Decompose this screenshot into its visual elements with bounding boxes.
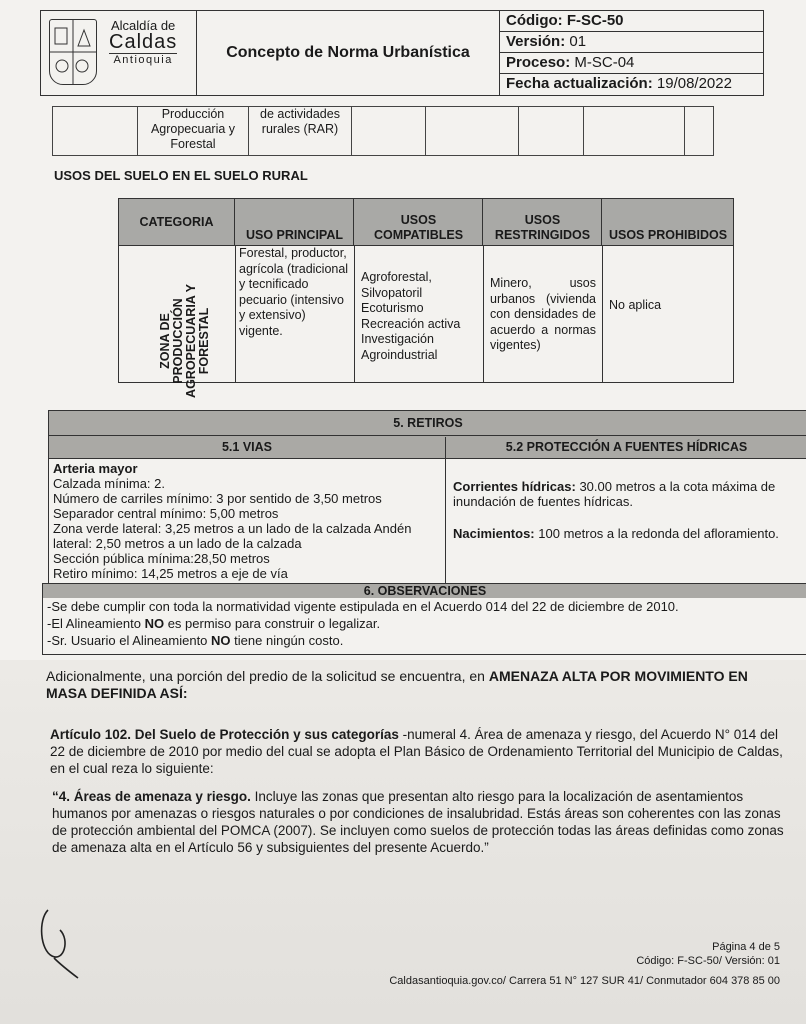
- principal-cell: Forestal, productor, agrícola (tradicional y tecnificado pecuario (intensivo y extensivo) vigente.: [236, 246, 355, 382]
- signature-icon: [30, 900, 90, 980]
- vias-line: Separador central mínimo: 5,00 metros: [53, 506, 279, 521]
- proceso-value: M-SC-04: [574, 54, 635, 71]
- org-line1: Alcaldía de: [110, 18, 176, 33]
- nacimientos-text: Nacimientos: 100 metros a la redonda del afloramiento.: [453, 526, 779, 541]
- vias-title: 5.1 VIAS: [221, 440, 273, 454]
- document-title: Concepto de Norma Urbanística: [197, 11, 500, 95]
- proceso-row: Proceso: M-SC-04: [500, 53, 763, 74]
- prohibidos-cell: No aplica: [609, 298, 662, 312]
- vias-line: Número de carriles mínimo: 3 por sentido de 3,50 metros: [53, 491, 382, 506]
- fecha-value: 19/08/2022: [656, 75, 732, 92]
- footer: [360, 940, 780, 988]
- retiros-table: [48, 410, 806, 584]
- vias-line: Sección pública mínima:28,50 metros: [53, 551, 270, 566]
- rural-uses-table: [118, 198, 734, 398]
- column-divider: [445, 437, 446, 583]
- vias-line: Calzada mínima: 2.: [53, 476, 165, 491]
- table-header-row: [119, 199, 733, 246]
- document-header: [40, 10, 764, 96]
- header-categoria: CATEGORIA: [119, 199, 235, 245]
- page-number: Página 4 de 5: [712, 941, 780, 953]
- header-restringidos: USOS RESTRINGIDOS: [484, 199, 602, 245]
- rural-section-title: USOS DEL SUELO EN EL SUELO RURAL: [54, 168, 308, 183]
- fragment-cell-empty: [352, 107, 426, 155]
- footer-code: Código: F-SC-50/ Versión: 01: [636, 955, 780, 967]
- hidricas-title: 5.2 PROTECCIÓN A FUENTES HÍDRICAS: [505, 440, 748, 454]
- categoria-vertical-text: ZONA DE PRODUCCIÓN AGROPECUARIA Y FORESTAL: [158, 284, 211, 398]
- fragment-cell-empty: [53, 107, 138, 155]
- document-meta: [500, 11, 763, 95]
- fragment-cell-2: de actividades rurales (RAR): [249, 107, 352, 155]
- vias-line: Zona verde lateral: 3,25 metros a un lado de la calzada Andén lateral: 2,50 metros a un lado de la calzada: [53, 521, 412, 551]
- retiros-subheader: [49, 436, 806, 459]
- observaciones-title: 6. OBSERVACIONES: [43, 584, 806, 598]
- restringidos-cell: Minero, usos urbanos (vivienda con densidades de acuerdo a normas vigentes): [484, 246, 603, 382]
- obs-line-1: -Se debe cumplir con toda la normatividad vigente estipulada en el Acuerdo 014 del 22 de diciembre de 2010.: [47, 599, 679, 614]
- vias-content: [53, 461, 445, 581]
- org-name: [109, 19, 177, 66]
- obs-line-3: -Sr. Usuario el Alineamiento NO tiene ningún costo.: [47, 633, 344, 648]
- fragment-cell-1: Producción Agropecuaria y Forestal: [138, 107, 249, 155]
- compatibles-cell: Agroforestal, Silvopatoril Ecoturismo Recreación activa Investigación Agroindustrial: [355, 246, 484, 382]
- observaciones-lines: [47, 598, 679, 649]
- org-line2: Caldas: [109, 31, 178, 53]
- observaciones-table: [42, 583, 806, 655]
- logo-area: [41, 11, 197, 95]
- categoria-cell: [119, 246, 236, 398]
- fragment-cell-empty: [519, 107, 584, 155]
- retiros-title: 5. RETIROS: [49, 411, 806, 436]
- codigo-row: Código: F-SC-50: [500, 11, 763, 32]
- codigo-value: F-SC-50: [566, 12, 624, 29]
- obs-line-2: -El Alineamiento NO es permiso para construir o legalizar.: [47, 616, 381, 631]
- fragment-cell-empty: [426, 107, 519, 155]
- coat-of-arms-icon: [49, 19, 97, 85]
- fragment-table: [52, 106, 714, 156]
- fragment-cell-empty: [584, 107, 685, 155]
- header-prohibidos: USOS PROHIBIDOS: [608, 228, 728, 242]
- fecha-row: Fecha actualización: 19/08/2022: [506, 75, 732, 92]
- footer-address: Caldasantioquia.gov.co/ Carrera 51 N° 127 SUR 41/ Conmutador 604 378 85 00: [389, 975, 780, 987]
- vias-line: Retiro mínimo: 14,25 metros a eje de vía: [53, 566, 288, 581]
- version-value: 01: [569, 33, 587, 50]
- header-compatibles: USOS COMPATIBLES: [355, 199, 483, 245]
- arteria-heading: Arteria mayor: [53, 461, 138, 476]
- amenaza-paragraph: Adicionalmente, una porción del predio de la solicitud se encuentra, en AMENAZA ALTA POR MOVIMIENTO EN MASA DEFINIDA ASÍ:: [46, 668, 748, 701]
- header-principal: USO PRINCIPAL: [236, 199, 354, 245]
- articulo-paragraph: Artículo 102. Del Suelo de Protección y sus categorías -numeral 4. Área de amenaza y riesgo, del Acuerdo N° 014 del 22 de diciembre de 2010 por medio del cual se adopta el Plan Básico de Ordenamiento Territorial del Municipio de Caldas, en el cual reza lo siguiente:: [50, 727, 783, 776]
- org-line3: Antioquia: [109, 53, 177, 66]
- corrientes-text: Corrientes hídricas: 30.00 metros a la cota máxima de inundación de fuentes hídricas.: [453, 479, 776, 509]
- version-row: Versión: 01: [500, 32, 763, 53]
- quote-paragraph: “4. Áreas de amenaza y riesgo. Incluye las zonas que presentan alto riesgo para la localización de asentamientos humanos por amenazas o riesgos naturales o por condiciones de insalubridad. Estás áreas son coherentes con las zonas de protección ambiental del POMCA (2007). Se incluyen como suelos de protección todas las áreas definidas como zonas de amenaza alta en el Artículo 56 y subsiguientes del presente Acuerdo.”: [52, 789, 784, 855]
